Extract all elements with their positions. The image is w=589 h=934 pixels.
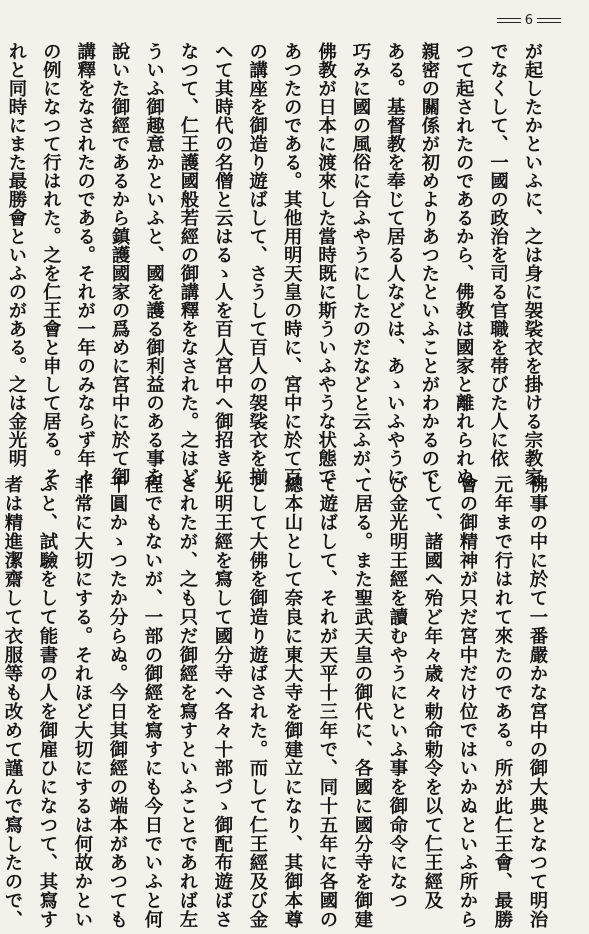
text-line: ういふ御趣意かといふと、國を護る御利益のある事を xyxy=(143,42,165,486)
text-line: 程でもないが、一部の御經を寫すにも今日でいふと何 xyxy=(142,475,163,929)
text-line: 講釋をなされたのである。それが一年のみならず年々 xyxy=(74,42,96,486)
text-line: の例になつて行はれた。之を仁王會と申して居る。そ xyxy=(40,42,62,486)
text-line: て遊ばして、それが天平十三年で、同十五年に各國の xyxy=(317,475,338,929)
text-line: 會の御精神が只だ宮中だけ位ではいかぬといふ所から xyxy=(457,475,478,929)
text-line: でなくして、一國の政治を司る官職を帯びた人に依 xyxy=(487,42,509,468)
text-line: 親密の關係が初めよりあつたといふことがわかるので xyxy=(418,42,440,486)
text-line: 總本山として奈良に東大寺を御建立になり、其御本尊 xyxy=(282,475,303,929)
text-line: の講座を御造り遊ばして、さうして百人の袈裟衣を揃 xyxy=(246,42,268,486)
text-line: 巧みに國の風俗に合ふやうにしたのだなどと云ふが、 xyxy=(349,42,371,486)
text-line: あつたのである。其他用明天皇の時に、宮中に於て百 xyxy=(281,42,303,486)
page-number: 6 xyxy=(524,13,533,28)
text-line: つて起されたのであるから、佛教は國家と離れられぬ xyxy=(453,42,475,486)
text-line: び金光明王經を讀むやうにといふ事を御命令になつ xyxy=(387,475,408,910)
text-line: ふと、試驗をして能書の人を御雇ひになつて、其寫す xyxy=(37,475,58,929)
page-header xyxy=(497,14,561,27)
text-line: へて其時代の名僧と云はるゝ人を百人宮中へ御招きに xyxy=(212,42,234,486)
text-line: 佛事の中に於て一番嚴かな宮中の御大典となつて明治 xyxy=(527,475,548,929)
header-rule-right xyxy=(537,18,561,23)
text-line: て居る。また聖武天皇の御代に、各國に國分寺を御建 xyxy=(352,475,373,929)
text-line: なつて、仁王護國般若經の御講釋をなされた。之はど xyxy=(177,42,199,486)
text-line: として大佛を御造り遊ばされた。而して仁王經及び金 xyxy=(247,475,268,929)
text-line: 元年まで行はれて來たのである。所が此仁王會、最勝 xyxy=(492,475,513,929)
text-line: が起したかといふに、之は身に袈裟衣を掛ける宗教家 xyxy=(522,42,543,486)
text-line: 佛教が日本に渡來した當時既に斯ういふやうな状態で xyxy=(315,42,337,486)
text-line: 非常に大切にする。それほど大切にするは何故かとい xyxy=(72,475,93,929)
text-line: 者は精進潔齋して衣服等も改めて謹んで寫したので、 xyxy=(2,475,23,929)
text-block-bottom xyxy=(0,475,555,929)
text-line: されたが、之も只だ御經を寫すといふことであれば左 xyxy=(177,475,198,929)
header-rule-left xyxy=(497,18,521,23)
text-line: して、諸國へ殆ど年々歳々勅命勅令を以て仁王經及 xyxy=(422,475,443,910)
text-block-top xyxy=(0,42,549,486)
text-line: 說いた御經であるから鎮護國家の爲めに宮中に於て御 xyxy=(109,42,131,486)
text-line: 光明王經を寫して國分寺へ各々十部づゝ御配布遊ばさ xyxy=(212,475,233,929)
text-line: ある。基督教を奉じて居る人などは、あゝいふやうに xyxy=(384,42,406,486)
text-line: 千圓かゝつたか分らぬ。今日其御經の端本があつても xyxy=(107,475,128,929)
text-line: れと同時にまた最勝會といふのがある。之は金光明 xyxy=(5,42,27,468)
